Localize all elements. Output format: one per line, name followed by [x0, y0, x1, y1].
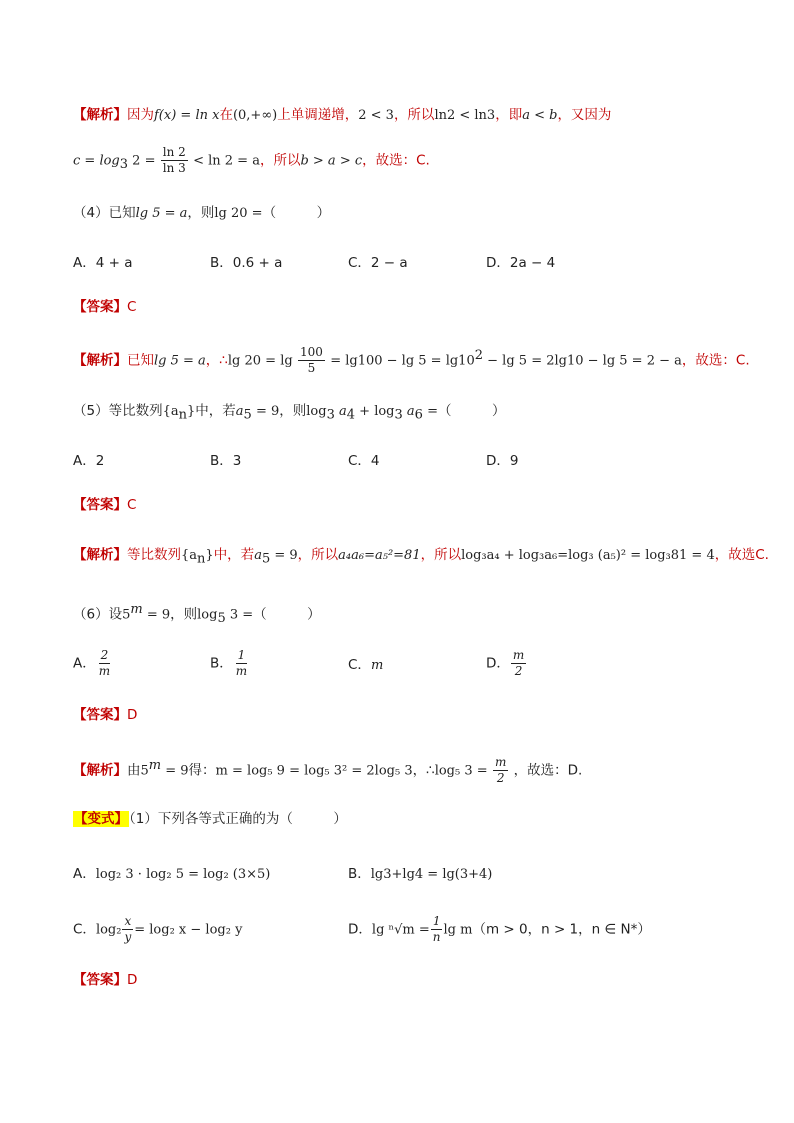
- text: 上单调递增，: [277, 107, 359, 123]
- variant-option-b: [348, 864, 492, 885]
- math-expr: lg 20 = lg: [227, 353, 293, 369]
- text: ，故选：C.: [362, 152, 430, 169]
- text: 因为: [127, 107, 154, 123]
- analysis-label: 【解析】: [73, 762, 127, 779]
- math-expr: < ln 2 = a: [193, 153, 260, 169]
- math-expr: m: [370, 658, 384, 673]
- q5-analysis: [73, 545, 769, 570]
- q4-option-b: B．0.6 + a: [210, 255, 283, 271]
- variant-label: 【变式】: [74, 811, 128, 827]
- math-expr: 5: [140, 763, 149, 779]
- math-expr: 5: [122, 607, 131, 623]
- text: ，故选C.: [714, 547, 769, 563]
- math-sub: n: [197, 551, 206, 567]
- fraction: [298, 345, 325, 376]
- math-expr: log₂ 3 · log₂ 5 = log₂ (3×5): [95, 867, 271, 882]
- fraction: [161, 145, 188, 176]
- option-letter: B．: [210, 655, 233, 672]
- q4-analysis: [73, 345, 750, 376]
- q6-option-a: [73, 648, 113, 679]
- text: （m > 0，n > 1，n ∈ N*）: [472, 921, 651, 938]
- analysis-label: 【解析】: [73, 107, 127, 123]
- text: 得：: [188, 762, 216, 779]
- fraction: [122, 914, 133, 945]
- math-sub: 6: [414, 407, 423, 423]
- math-expr: 2 < 3: [358, 108, 394, 123]
- frac-num: x: [124, 914, 132, 928]
- text: （5）等比数列: [73, 403, 163, 419]
- answer-value: C: [127, 497, 137, 513]
- question-6-stem: [73, 600, 321, 629]
- text: ，又因为: [557, 107, 612, 123]
- answer-value: D: [127, 707, 138, 723]
- text: 等比数列: [127, 547, 181, 563]
- math-expr: lg ⁿ√m =: [371, 922, 430, 938]
- variant-option-a: [73, 864, 270, 885]
- math-sub: 4: [346, 407, 356, 423]
- math-sub: n: [178, 407, 187, 423]
- math-expr: 2 =: [128, 153, 156, 169]
- math-sub: 5: [261, 551, 271, 567]
- analysis-line-2: [73, 145, 430, 176]
- analysis-label: 【解析】: [73, 547, 127, 563]
- math-expr: a: [254, 548, 262, 563]
- math-sub: 5: [243, 407, 252, 423]
- fraction: [493, 755, 508, 786]
- q5-option-b: B．3: [210, 453, 242, 469]
- math-sub: 3: [326, 407, 335, 423]
- option-letter: A．: [73, 655, 96, 672]
- math-expr: lg m: [443, 922, 473, 938]
- text: ，所以: [297, 547, 339, 563]
- text: 由: [127, 762, 141, 779]
- text: （4）已知: [73, 205, 136, 221]
- math-expr: lg 5 = a: [135, 206, 188, 221]
- math-expr: =: [422, 404, 438, 419]
- math-expr: = 9: [251, 404, 280, 419]
- text: ，∴: [205, 352, 228, 369]
- option-letter: B．: [348, 866, 371, 882]
- math-expr: a: [334, 404, 347, 419]
- option-letter: D．: [486, 655, 510, 672]
- text: （ ）: [262, 205, 331, 221]
- math-sup: 2: [474, 348, 484, 363]
- frac-den: n: [432, 930, 441, 944]
- variant-option-d: [348, 914, 651, 945]
- math-expr: f(x) = ln x: [154, 108, 220, 123]
- math-expr: = 9: [161, 763, 189, 779]
- math-expr: log: [306, 404, 327, 419]
- math-expr: lg3+lg4 = lg(3+4): [370, 867, 493, 882]
- text: （1）下列各等式正确的为（ ）: [129, 811, 347, 827]
- answer-value: C: [127, 299, 137, 315]
- variant-option-c: [73, 914, 242, 945]
- q4-option-c: C．2 − a: [348, 255, 408, 271]
- text: 已知: [127, 352, 154, 369]
- text: （6）设: [73, 606, 123, 623]
- math-expr: {a: [181, 548, 198, 563]
- math-expr: = 9: [142, 607, 171, 623]
- text: ，即: [495, 107, 523, 123]
- math-expr: 3 =: [225, 607, 254, 623]
- answer-label: 【答案】: [73, 972, 127, 988]
- text: ，则: [279, 403, 307, 419]
- q4-answer: [73, 297, 136, 317]
- text: ，∴: [412, 762, 435, 779]
- frac-num: ln 2: [162, 145, 186, 159]
- math-sub: 3: [119, 157, 129, 173]
- fraction: [234, 648, 249, 679]
- text: ，所以: [393, 107, 435, 123]
- math-sup: m: [130, 602, 143, 617]
- frac-den: ln 3: [162, 161, 186, 175]
- option-letter: C．: [348, 657, 371, 673]
- math-expr: log₃a₄ + log₃a₆=log₃ (a₅)² = log₃81 = 4: [461, 548, 715, 563]
- text: 中，若: [195, 403, 236, 419]
- text: 中，若: [213, 547, 255, 563]
- option-letter: D．: [348, 921, 372, 938]
- q5-option-d: D．9: [486, 453, 519, 469]
- math-sub: 3: [394, 407, 403, 423]
- text: 在: [219, 107, 233, 123]
- frac-den: y: [124, 930, 132, 944]
- text: ，故选：C.: [681, 352, 750, 369]
- q5-answer: [73, 495, 136, 515]
- frac-num: m: [494, 755, 507, 769]
- q6-analysis: [73, 755, 582, 786]
- variant-1-stem: [73, 809, 347, 829]
- text: ，则: [187, 205, 215, 221]
- math-expr: a₄a₆=a₅²=81: [338, 548, 421, 563]
- math-expr: lg 20 =: [214, 206, 263, 221]
- fraction: [97, 648, 112, 679]
- question-4-stem: [73, 203, 330, 224]
- math-sub: 5: [217, 611, 226, 627]
- answer-label: 【答案】: [73, 299, 127, 315]
- math-expr: c = log: [73, 153, 120, 169]
- q6-option-b: [210, 648, 250, 679]
- frac-den: 5: [307, 361, 316, 375]
- math-expr: = 9: [270, 548, 298, 563]
- math-expr: m = log₅ 9 = log₅ 3² = 2log₅ 3: [215, 763, 413, 779]
- option-letter: A．: [73, 866, 96, 882]
- text: ，所以: [420, 547, 462, 563]
- frac-num: 2: [100, 648, 109, 662]
- math-expr: b > a > c: [300, 153, 363, 169]
- math-expr: (0,+∞): [232, 108, 278, 123]
- frac-den: m: [235, 664, 248, 678]
- q6-option-c: [348, 655, 383, 676]
- math-expr: }: [205, 548, 214, 563]
- math-expr: log₅ 3 =: [434, 763, 488, 779]
- math-expr: = lg100 − lg 5 = lg10: [330, 353, 475, 369]
- q5-option-c: C．4: [348, 453, 380, 469]
- q4-option-a: A．4 + a: [73, 255, 133, 271]
- math-expr: + log: [355, 404, 395, 419]
- answer-value: D: [127, 972, 138, 988]
- math-expr: a: [402, 404, 415, 419]
- math-expr: }: [187, 404, 196, 419]
- math-expr: log: [197, 607, 218, 623]
- math-expr: a < b: [522, 108, 558, 123]
- text: ，故选：D.: [513, 762, 583, 779]
- variant-answer: [73, 970, 137, 990]
- text: ，所以: [259, 152, 301, 169]
- fraction: [511, 648, 526, 679]
- q4-option-d: D．2a − 4: [486, 255, 556, 271]
- option-letter: C．: [73, 921, 96, 938]
- frac-num: 100: [299, 345, 323, 359]
- q5-option-a: A．2: [73, 453, 105, 469]
- analysis-line-1: [73, 105, 611, 126]
- math-sup: m: [148, 758, 162, 773]
- frac-den: 2: [514, 664, 523, 678]
- answer-label: 【答案】: [73, 497, 127, 513]
- text: （ ）: [253, 606, 321, 623]
- frac-num: 1: [237, 648, 246, 662]
- answer-label: 【答案】: [73, 707, 127, 723]
- question-5-stem: [73, 401, 505, 426]
- math-expr: {a: [162, 404, 179, 419]
- math-expr: log₂: [95, 922, 122, 938]
- math-expr: = log₂ x − log₂ y: [134, 922, 243, 938]
- q6-option-d: [486, 648, 527, 679]
- frac-den: 2: [496, 771, 505, 785]
- q6-answer: [73, 705, 137, 725]
- frac-num: m: [512, 648, 525, 662]
- text: （ ）: [437, 403, 506, 419]
- math-expr: ln2 < ln3: [434, 108, 496, 123]
- text: ，则: [170, 606, 198, 623]
- frac-den: m: [98, 664, 111, 678]
- analysis-label: 【解析】: [73, 352, 127, 369]
- fraction: [431, 914, 443, 945]
- math-expr: lg 5 = a: [154, 353, 206, 369]
- math-expr: − lg 5 = 2lg10 − lg 5 = 2 − a: [483, 353, 682, 369]
- math-expr: a: [235, 404, 244, 419]
- frac-num: 1: [432, 914, 441, 928]
